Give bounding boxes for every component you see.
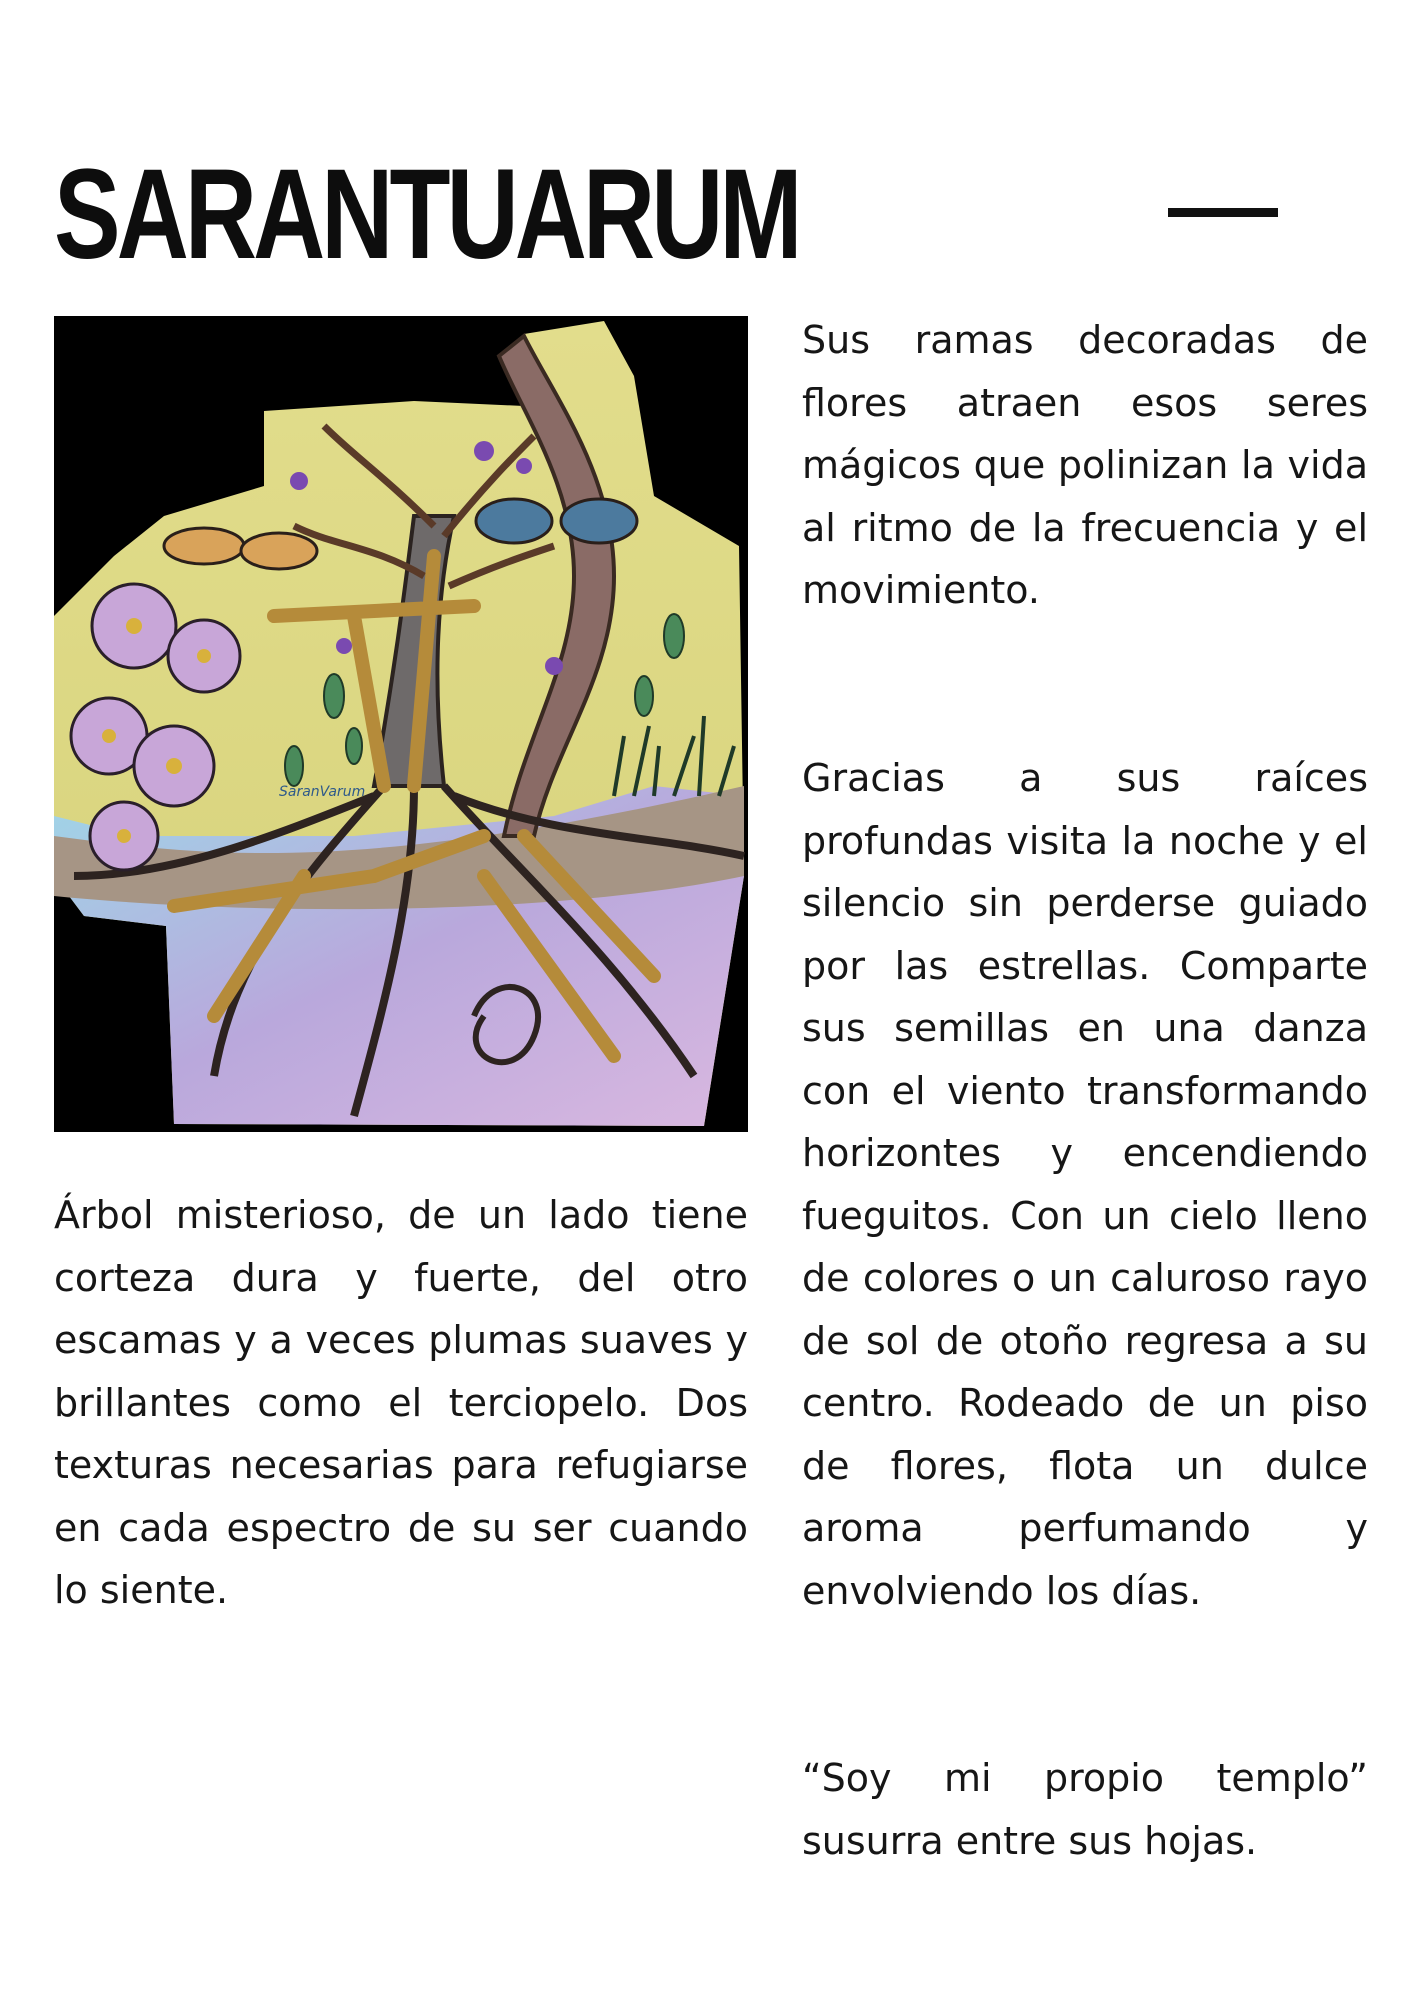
artwork-signature: SaranVarum bbox=[279, 784, 366, 800]
title-rule-line bbox=[1168, 208, 1278, 217]
page-title: SARANTUARUM bbox=[54, 143, 799, 286]
right-paragraph-1: Sus ramas decoradas de flores atraen esos seres mágicos que polinizan la vida al ritmo de la frecuencia y el movimiento. bbox=[802, 318, 1368, 612]
right-paragraph-2: Gracias a sus raíces profundas visita la noche y el silencio sin perderse guiado por las estrellas. Comparte sus semillas en una danza con el viento transformando horizontes y encendiendo fueguitos. Con un cielo lleno de colores o un caluroso rayo de sol de otoño regresa a su centro. Rodeado de un piso de flores, flota un dulce aroma perfumando y envolviendo los días. bbox=[802, 756, 1368, 1613]
left-paragraph: Árbol misterioso, de un lado tiene corteza dura y fuerte, del otro escamas y a veces plumas suaves y brillantes como el terciopelo. Dos texturas necesarias para refugiarse en cada espectro de su ser cuando lo siente. bbox=[54, 1193, 748, 1612]
right-paragraph-quote: “Soy mi propio templo” susurra entre sus hojas. bbox=[802, 1756, 1368, 1863]
artwork-image bbox=[54, 316, 748, 1132]
tree-painting bbox=[54, 316, 748, 1132]
